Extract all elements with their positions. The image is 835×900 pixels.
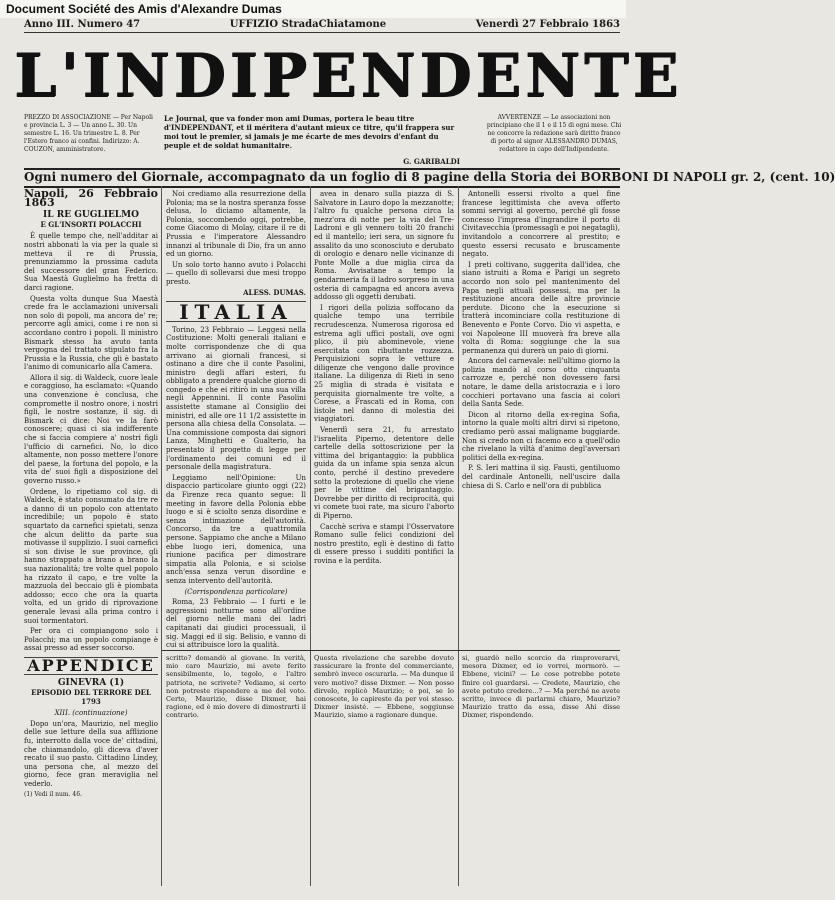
article-paragraph: Questa volta dunque Sua Maestà crede fra le acclamazioni universali non solo di popoli, ma ancora de' re; percorre agli amici, come i re non si accordano contro i popoli. Il ministro Bismark stesso ha avuto tanta vergogna del trattato stipulato fra la Prussia e la Russia, che gli è bastato l'animo di comunicarlo alla Camera.	[24, 294, 158, 372]
announcement-banner: Ogni numero del Giornale, accompagnato da un foglio di 8 pagine della Storia dei BORBONI DI NAPOLI gr. 2, (cent. 10)	[24, 168, 620, 188]
feuilleton-column-b: scritto? domandò al giovane. In verità, mio caro Maurizio, mi avete ferito sensibilmente, lo, tegolo, e l'altro patriota, ne scrivete? Vediamo, si certo non potreste rispondere a me del voto. Certo, Maurizio, disse Dixmer, hai ragione, ed è mio dovere di dimostrarti il contrario.	[166, 654, 306, 720]
article-paragraph: Ancora del carnevale: nell'ultimo giorno la polizia mandò al corso otto cinquanta carrozze e, perché non dovessero farsi notare, le dame della aristocrazia e i loro cocchieri portavano una fascia ai colori della Santa Sede.	[462, 357, 620, 409]
article-paragraph: Dicon al ritorno della ex-regina Sofia, intorno la quale molti altri dirvi si ripetono, crediamo però assai maligname buggiarde. Non si credo non ci facemo eco a quell'odio che rivelano la viltà d'animo degl'avversari politici della ex-regina.	[462, 410, 620, 462]
article-title: IL RE GUGLIELMO	[43, 210, 139, 221]
issue-number: Anno III. Numero 47	[24, 19, 141, 30]
subscription-prices: PREZZO DI ASSOCIAZIONE — Per Napoli e provincia L. 3 — Un anno L. 30. Un semestre L. 16. Un trimestre L. 8. Per l'Estero franco ai confini. Indirizzo: A. COUZON, amministratore.	[24, 114, 153, 153]
subheader-block	[24, 112, 620, 170]
quote-signature: G. GARIBALDI	[403, 157, 460, 166]
column-divider	[161, 186, 162, 886]
newspaper-masthead: L'INDIPENDENTE	[14, 41, 683, 111]
column-a	[24, 187, 158, 799]
news-item: Torino, 23 Febbraio — Leggesi nella Costituzione: Molti generali italiani e molte corrispondenze che di qua arrivano ai giornali francesi, si ostinano a dire che il conte Pasolini, ministro degli affari esteri, fu obbligato a prendere qualche giorno di congedo e che ei ritirò in una sua villa negli Appennini. Il conte Pasolini assistette stamane al Consiglio dei ministri, ed alle ore 11 1/2 assistette in persona alla chiesa della Consolata. — Una commissione composta dai signori Lanza, Minghetti e Gualterio, ha presentato il progetto di legge per l'ordinamento dei comuni ed il personale della magistratura.	[166, 325, 306, 472]
article-subtitle: E GL'INSORTI POLACCHI	[40, 219, 142, 229]
issue-date: Venerdì 27 Febbraio 1863	[475, 19, 620, 30]
story-title: GINEVRA (1)	[57, 678, 125, 689]
column-b	[166, 190, 306, 652]
article-paragraph: Antonelli essersi rivolto a quel fine francese legittimista che aveva offerto sommi servigi al governo, perché gli fosse concesso l'impresa d'ingrandire il porto di Civitavecchia (promessagli e poi negatagli), invitandolo a concorrere al prestito; e questo essersi recusato e bruscamente negato.	[462, 190, 620, 259]
article-paragraph: avea in denaro sulla piazza di S. Salvatore in Lauro dopo la mezzanotte; l'altro fu qualche persona circa la mezz'ora di notte per la via del Tre-Ladroni e gli vennero tolti 20 franchi ed il mantello; ieri sera, un signore fu assalito da uno sconosciuto e derubato di orologio e denaro nelle vicinanze di Ponte Molle a due miglia circa da Roma. Avvisatane a tempo la gendarmeria fa il ladro sorpreso in una osteria di campagna ed ancora aveva addosso gli oggetti derubati.	[314, 190, 454, 302]
notices-block: AVVERTENZE — Le associazioni non principiano che il 1 e il 15 di ogni mese. Chi ne concorre la redazione sarà diritto franco di porto al signor ALESSANDRO DUMAS, redattore in capo dell'Indipendente.	[486, 114, 622, 153]
feuilleton-column-c: Questa rivelazione che sarebbe dovuto rassicurare la fronte del commerciante, sembrò invece oscurarla. — Ma dunque il vero motivo? disse Dixmer. — Non posso dirvelo, replicò Maurizio; e poi, se lo conoscete, lo capireste da per voi stesso. Dixmer insisté. — Ebbene, soggiunse Maurizio, siamo a ragionare dunque.	[314, 654, 454, 720]
article-paragraph: Un solo torto hanno avuto i Polacchi — quello di sollevarsi due mesi troppo presto.	[166, 260, 306, 286]
news-item: Roma, 23 Febbraio — I furti e le aggressioni notturne sono all'ordine del giorno nelle mani dei ladri capitanati dai giudici processuali, il sig. Maggi ed il sig. Belisio, e vanno di cui si attribuisce loro la qualità.	[166, 598, 306, 650]
correspondence-heading: (Corrispondenza particolare)	[184, 587, 288, 596]
article-paragraph: I rigori della polizia soffocano da qualche tempo una terribile recrudescenza. Numerosa rigorosa ed estrema agli uffici postali, ove ogni plico, il più abominevole, viene esercitata con ributtante rozzezza. Perquisizioni sopra le vetture e diligenze che vengono dalle province italiane. La diligenza di Rieti in seno 25 miglia di strada è visitata e perquisita giornalmente tre volte, a Corese, a Frascati ed in Roma, con listole nel danno di molestia dei viaggiatori.	[314, 303, 454, 424]
article-dateline: Napoli, 26 Febbraio 1863	[24, 187, 158, 209]
section-heading-italia: ITALIA	[179, 300, 293, 325]
article-paragraph: I preti coltivano, suggerita dall'idea, che siano istruiti a Roma e Parigi un segreto accordo non solo pel mantenimento del Papa negli attuali possessi, ma per la restituzione ancora delle altre provincie perdute. Dicono che la esecuzione si tratterà incominciare colla restituzione di Benevento e Ponte Corvo. Dio vi aspetta, e voi Napoleone III muoverà fra breve alla volta di Roma: soggiunge che la sua permanenza qui durerà un paio di giorni.	[462, 260, 620, 355]
feuilleton-rule	[162, 650, 620, 651]
column-divider	[458, 186, 459, 886]
article-paragraph: Noi crediamo alla resurrezione della Polonia; ma se la nostra speranza fosse delusa, lo diciamo altamente, la Polonia, soccombendo oggi, potrebbe, come Giacomo di Molay, citare il re di Prussia e l'imperatore Alessandro innanzi al tribunale di Dio, fra un anno ed un giorno.	[166, 190, 306, 259]
feuilleton-column-d: si, guardò nello scorcio da rimproverarvi, mesora Dixmer, ed io vorrei, mormorò. — Ebbene, vicini? — Le cose potrebbe potete finire col guardarsi. — Credete, Maurizio, che avete potuto credere...? — Ma perché ne avete scritto, invece di parlarmi chiaro, Maurizio? Maurizio tratto da essa, disse Ahi disse Dixmer, rispondendo.	[462, 654, 620, 720]
column-c	[314, 190, 454, 568]
article-paragraph: Ordene, lo ripetiamo col sig. di Waldeck, è stato consumato da tre re a danno di un popolo con attentato incredibile; un popolo è stato squartato da carnefici spietati, senza che alcun delitto da parte sua motivasse il supplizio. I suoi carnefici si son divise le sue province, gli hanno strappato a brano a brano la sua nazionalità; tre volte quel popolo ha rizzato il capo, e tre volte la mazzuola del beccaio gli è piombata addosso; ecco che ora la quarta volta, ed un grido di riprovazione generale levasi alla prima contro i suoi tormentatori.	[24, 487, 158, 625]
article-paragraph: P. S. Ieri mattina il sig. Fausti, gentiluomo del cardinale Antonelli, nell'uscire dalla chiesa di S. Carlo e nell'ora di pubblica	[462, 464, 620, 490]
story-chapter: XIII. (continuazione)	[54, 709, 128, 718]
issue-header	[24, 18, 620, 33]
article-paragraph: Cacchè scriva e stampi l'Osservatore Romano sulle felici condizioni del nostro prestito, egli è destino di fatto di essere presso i sudditi pontifici la rovina e la perdita.	[314, 522, 454, 565]
office-address: UFFIZIO StradaChiatamone	[229, 19, 387, 30]
document-source-label: Document Société des Amis d'Alexandre Dumas	[0, 0, 626, 18]
footnote: (1) Vedi il num. 46.	[24, 790, 82, 798]
column-d	[462, 190, 620, 492]
article-paragraph: Per ora ci compiangono solo i Polacchi; ma un popolo compiange è assai presso ad esser soccorso.	[24, 627, 158, 653]
author-signature: ALESS. DUMAS.	[243, 287, 306, 297]
column-divider	[310, 186, 311, 886]
news-item: Leggiamo nell'Opinione: Un dispaccio particolare giunto oggi (22) da Firenze reca quanto segue: Il meeting in favore della Polonia ebbe luogo e si è sciolto senza disordine e senza intimazione dell'autorità. Concorso, da tre a quattromila persone. Sappiamo che anche a Milano ebbe luogo ieri, domenica, una riunione pacifica per dimostrare simpatia alla Polonia, e si sciolse anch'essa senza verun disordine e senza intervento dell'autorità.	[166, 473, 306, 585]
story-subtitle: EPISODIO DEL TERRORE DEL 1793	[31, 688, 151, 706]
garibaldi-quote: Le Journal, que va fonder mon ami Dumas, portera le beau titre d'INDEPENDANT, et il méritera d'autant mieux ce titre, qu'il frappera sur moi tout le premier, si jamais je me écarte de mes devoirs d'enfant du peuple et de soldat humanitaire.	[164, 114, 455, 150]
appendix-heading: APPENDICE	[27, 655, 155, 675]
article-paragraph: È quelle tempo che, nell'additar ai nostri abbonati la via per la quale si metteva il re di Prussia, prenunziammo la prossima caduta del successore del gran Federico. Sua Maestà Guglielmo ha fretta di darci ragione.	[24, 232, 158, 292]
article-paragraph: Allora il sig. di Waldeck, cuore leale e coraggioso, ha esclamato: «Quando una convenzione è conclusa, che compromette il nostro onore, i nostri figli, le nostre sostanze, il sig. di Bismark ci dice: Noi ve la farò conoscere; quasi ci sia indifferente che si faccia compiere a' nostri figli l'ufficio di carnefici. No, lo dico altamente, non posso mettere l'onore del paese, la fortuna del popolo, e la vita de' suoi figli a disposizione del governo russo.»	[24, 373, 158, 485]
story-text: Dopo un'ora, Maurizio, nel meglio delle sue letture della sua afflizione fu, interrotto dalla voce de' cittadini, che chiamandolo, gli diceva d'aver recato il suo pasto. Cittadino Lindey, una persona che, al mezzo del giorno, fece gran meraviglia nel vederlo.	[24, 719, 158, 788]
article-paragraph: Venerdì sera 21, fu arrestato l'israelita Piperno, detentore delle cartelle della sottoscrizione per la vittima del brigantaggio: la pubblica guida da un infame spia senza alcun conto, perché il destino prevedere sotto la protezione di quello che viene per le vittime del brigantaggio. Dovrebbe per diritto di reciprocità, qui vi comete tuoi rate, ma sicuro l'aborto di Piperno.	[314, 426, 454, 520]
